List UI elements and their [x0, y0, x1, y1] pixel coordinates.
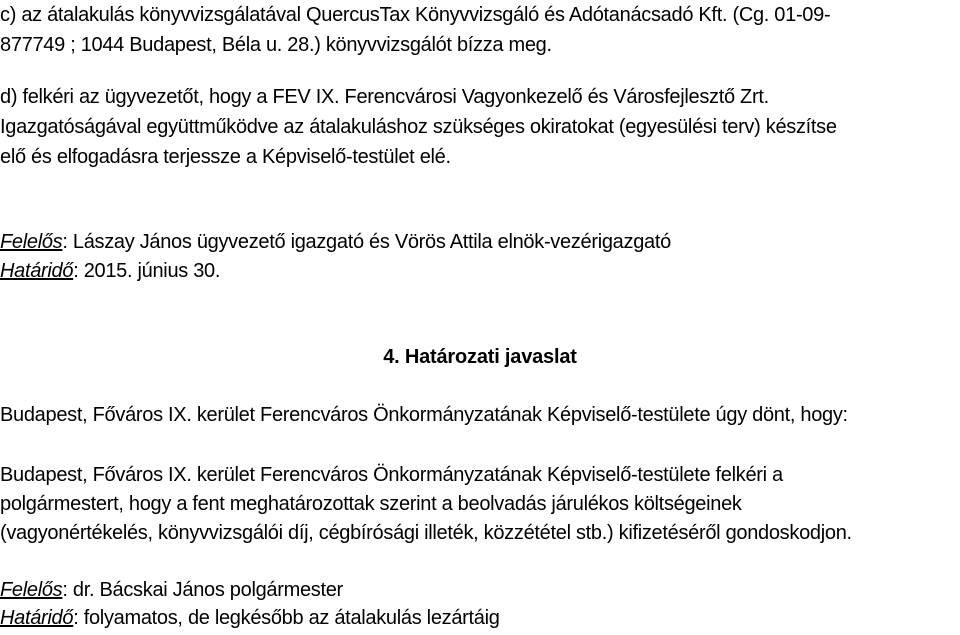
section-heading: 4. Határozati javaslat: [383, 346, 577, 368]
para-c-line-2: 877749 ; 1044 Budapest, Béla u. 28.) könyvvizsgálót bízza meg.: [0, 34, 552, 56]
para-d-line-1: d) felkéri az ügyvezetőt, hogy a FEV IX. Ferencvárosi Vagyonkezelő és Városfejlesztő Zrt.: [0, 86, 769, 108]
deadline-line-2: [0, 606, 500, 630]
responsible-line-1: [0, 230, 671, 254]
decision-line-3: (vagyonértékelés, könyvvizsgálói díj, cégbírósági illeték, közzététel stb.) kifizetéséről gondoskodjon.: [0, 522, 852, 544]
hatarido-value: : 2015. június 30.: [73, 260, 221, 282]
hatarido-label-2: Határidő: [0, 607, 74, 629]
hatarido-label: Határidő: [0, 260, 74, 282]
decision-line-2: polgármestert, hogy a fent meghatározottak szerint a beolvadás járulékos költségeinek: [0, 493, 742, 515]
para-d-line-2: Igazgatóságával együttműködve az átalakuláshoz szükséges okiratokat (egyesülési terv) készítse: [0, 116, 837, 138]
hatarido-value-2: : folyamatos, de legkésőbb az átalakulás lezártáig: [73, 607, 500, 629]
para-c-line-1: c) az átalakulás könyvvizsgálatával QuercusTax Könyvvizsgáló és Adótanácsadó Kft. (Cg. 01-09-: [0, 4, 831, 26]
intro-line: Budapest, Főváros IX. kerület Ferencváros Önkormányzatának Képviselő-testülete úgy dönt, hogy:: [0, 404, 848, 426]
felelos-label-2: Felelős: [0, 579, 63, 601]
felelos-label: Felelős: [0, 231, 63, 253]
felelos-value-2: : dr. Bácskai János polgármester: [62, 579, 343, 601]
deadline-line-1: [0, 259, 220, 283]
responsible-line-2: [0, 578, 343, 602]
felelos-value: : Lászay János ügyvezető igazgató és Vörös Attila elnök-vezérigazgató: [62, 231, 671, 253]
para-d-line-3: elő és elfogadásra terjessze a Képviselő-testület elé.: [0, 146, 451, 168]
decision-line-1: Budapest, Főváros IX. kerület Ferencváros Önkormányzatának Képviselő-testülete felkéri a: [0, 464, 783, 486]
